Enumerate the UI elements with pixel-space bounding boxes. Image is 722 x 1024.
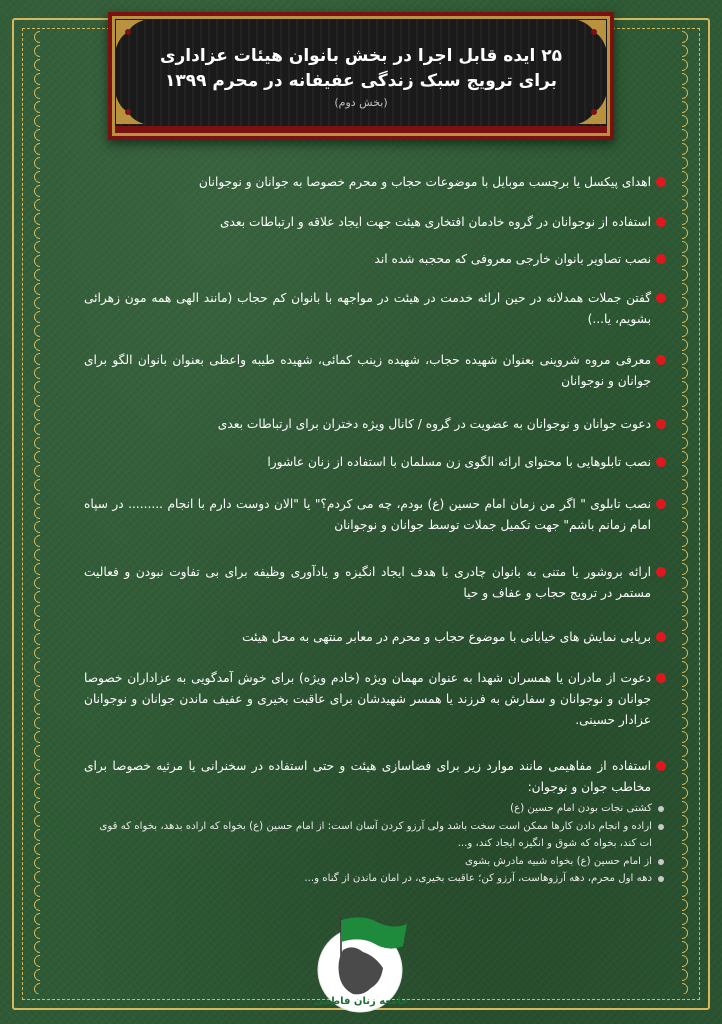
page-subtitle: (بخش دوم) [334, 96, 388, 109]
list-item-text: اهدای پیکسل یا برچسب موبایل با موضوعات حجاب و محرم خصوصا به جوانان و نوجوانان [198, 175, 651, 189]
list-item-text: معرفی مروه شروینی بعنوان شهیده حجاب، شهیده زینب کمائی، شهیده طیبه واعظی بعنوان بانوان الگو برای جوانان و نوجوانان [84, 353, 651, 388]
sub-list-item [84, 818, 666, 853]
list-item [84, 494, 666, 536]
list-item-text: نصب تابلوی " اگر من زمان امام حسین (ع) بودم، چه می کردم؟" یا "الان دوست دارم با انجام ......... در سپاه امام زمانم باشم" جهت تکمیل جملات توسط جوانان و نوجوانان [84, 497, 651, 532]
list-item [84, 212, 666, 233]
sub-bullet-icon [658, 824, 664, 830]
list-item [84, 249, 666, 270]
list-item-text: استفاده از مفاهیمی مانند موارد زیر برای فضاسازی هیئت و حتی استفاده در سخنرانی یا مرثیه خصوصا برای مخاطب جوان و نوجوان: [84, 759, 651, 794]
bullet-icon [656, 254, 666, 264]
list-item [84, 452, 666, 473]
sub-list-item-text: کشتی نجات بودن امام حسین (ع) [510, 803, 652, 814]
list-item-text: نصب تابلوهایی با محتوای ارائه الگوی زن مسلمان با استفاده از زنان عاشورا [267, 455, 651, 469]
concepts-sublist [84, 800, 666, 888]
bullet-icon [656, 632, 666, 642]
page-title-line-2: برای ترویج سبک زندگی عفیفانه در محرم ۱۳۹۹ [164, 71, 558, 91]
bullet-icon [656, 355, 666, 365]
left-lace-border [26, 30, 40, 994]
title-banner [108, 12, 614, 140]
list-item-text: برپایی نمایش های خیابانی با موضوع حجاب و محرم در معابر منتهی به محل هیئت [242, 630, 651, 644]
sub-list-item-text: اراده و انجام دادن کارها ممکن است سخت باشد ولی آرزو کردن آسان است: از امام حسین (ع) بخواه که اراده بدهد، بخواه که قوی ات کند، بخواه که شوق و انگیزه ایجاد کند، و... [99, 820, 652, 849]
logo-text: جامعه زنان فاطمی [313, 996, 409, 1007]
sub-bullet-icon [658, 806, 664, 812]
sub-bullet-icon [658, 876, 664, 882]
list-item [84, 668, 666, 731]
bullet-icon [656, 761, 666, 771]
sub-list-item [84, 853, 666, 871]
list-item-text: ارائه بروشور یا متنی به بانوان چادری با هدف ایجاد انگیزه و یادآوری وظیفه برای بی تفاوت نبودن و فعالیت مستمر در ترویج حجاب و عفاف و حیا [84, 565, 651, 600]
list-item [84, 172, 666, 193]
bullet-icon [656, 499, 666, 509]
right-lace-border [682, 30, 696, 994]
list-item [84, 414, 666, 435]
bullet-icon [656, 217, 666, 227]
list-item [84, 627, 666, 648]
bullet-icon [656, 673, 666, 683]
bullet-icon [656, 457, 666, 467]
bullet-icon [656, 567, 666, 577]
banner-text [142, 44, 580, 112]
list-item [84, 756, 666, 798]
list-item-text: دعوت از مادران یا همسران شهدا به عنوان مهمان ویژه (خادم ویژه) برای خوش آمدگویی به عزاداران خصوصا جوانان و نوجوانان و سفارش به فرزند یا همسر شهیدشان برای عاقبت بخیری و عفیف ماندن جوانان و نوجوانان عزادار حسینی. [84, 671, 651, 727]
sub-bullet-icon [658, 859, 664, 865]
list-item [84, 562, 666, 604]
organization-logo [303, 910, 417, 1014]
list-item [84, 288, 666, 330]
sub-list-item [84, 870, 666, 888]
sub-list-item [84, 800, 666, 818]
sub-list-item-text: دهه اول محرم، دهه آرزوهاست، آرزو کن؛ عاقبت بخیری، در امان ماندن از گناه و... [304, 873, 652, 884]
list-item-text: استفاده از نوجوانان در گروه خادمان افتخاری هیئت جهت ایجاد علاقه و ارتباطات بعدی [219, 215, 651, 229]
list-item-text: گفتن جملات همدلانه در حین ارائه خدمت در هیئت در مواجهه با بانوان کم حجاب (مانند الهی همه مون زهرائی بشویم، یا...) [84, 291, 651, 326]
bullet-icon [656, 177, 666, 187]
list-item-text: دعوت جوانان و نوجوانان به عضویت در گروه / کانال ویژه دختران برای ارتباطات بعدی [217, 417, 651, 431]
bullet-icon [656, 419, 666, 429]
page-title: ۲۵ ایده قابل اجرا در بخش بانوان هیئات عزاداری [159, 46, 563, 66]
sub-list-item-text: از امام حسین (ع) بخواه شبیه مادرش بشوی [465, 855, 652, 867]
bullet-icon [656, 293, 666, 303]
list-item [84, 350, 666, 392]
list-item-text: نصب تصاویر بانوان خارجی معروفی که محجبه شده اند [374, 252, 651, 266]
